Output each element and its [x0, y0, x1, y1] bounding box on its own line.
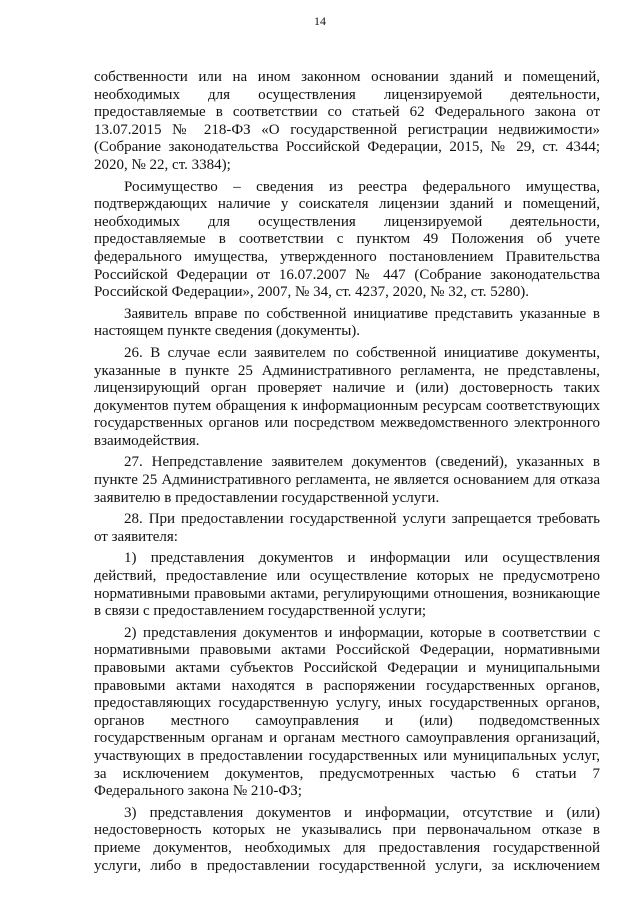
text-line: заявителю в предоставлении государственной услуги.: [94, 489, 440, 506]
text-line: участвующих в предоставлении государственных или муниципальных услуг,: [94, 747, 600, 764]
paragraph: [94, 454, 600, 507]
text-line: необходимых для осуществления лицензируемой деятельности,: [94, 86, 600, 103]
text-line: правовыми актами находятся в распоряжении государственных органов,: [94, 677, 600, 694]
text-line: 13.07.2015 № 218-ФЗ «О государственной регистрации недвижимости»: [94, 121, 600, 138]
text-line: настоящем пункте сведения (документы).: [94, 323, 361, 340]
text-line: необходимых для осуществления лицензируемой деятельности,: [94, 213, 600, 230]
text-line: Российской Федерации от 16.07.2007 № 447 (Собрание законодательства: [94, 266, 600, 283]
paragraph: [94, 179, 600, 302]
text-line: предоставляемые в соответствии со статьей 62 Федерального закона от: [94, 104, 600, 121]
paragraph: [94, 306, 600, 341]
text-line: услуги, либо в предоставлении государственной услуги, за исключением: [94, 857, 600, 874]
text-line: в связи с предоставлением государственной услуги;: [94, 603, 427, 620]
text-line: правовыми актами субъектов Российской Федерации и муниципальными: [94, 660, 600, 676]
text-line: документов путем обращения к информационным ресурсам соответствующих: [94, 397, 600, 414]
text-line: предоставляющих государственную услугу, иных государственных органов,: [94, 695, 600, 712]
text-line: пункте 25 Административного регламента, не является основанием для отказа: [94, 472, 600, 489]
text-line: органов местного самоуправления и (или) подведомственных: [94, 712, 600, 729]
text-line: государственных органов или посредством межведомственного электронного: [94, 415, 600, 432]
text-line: взаимодействия.: [94, 432, 200, 449]
text-line: федерального имущества, утвержденного постановлением Правительства: [94, 248, 600, 265]
text-line: предоставляемые в соответствии с пунктом 49 Положения об учете: [94, 231, 600, 248]
text-line: недостоверность которых не указывались при первоначальном отказе в: [94, 822, 600, 839]
text-line: нормативными правовыми актами, регулирующими отношения, возникающие: [94, 585, 600, 602]
text-line: 3) представления документов и информации, отсутствие и (или): [124, 804, 600, 821]
text-line: 26. В случае если заявителем по собственной инициативе документы,: [124, 344, 600, 361]
paragraph: [94, 805, 600, 875]
text-line: 2020, № 22, ст. 3384);: [94, 156, 231, 173]
text-line: 1) представления документов и информации или осуществления: [124, 550, 600, 567]
paragraph: [94, 511, 600, 546]
text-line: нормативными правовыми актами Российской Федерации, нормативными: [94, 642, 600, 659]
document-body: [94, 69, 600, 875]
paragraph: [94, 625, 600, 801]
text-line: Российской Федерации», 2007, № 34, ст. 4237, 2020, № 32, ст. 5280).: [94, 284, 530, 301]
text-line: лицензирующий орган проверяет наличие и (или) достоверность таких: [94, 380, 600, 397]
text-line: Росимущество – сведения из реестра федерального имущества,: [124, 178, 600, 195]
text-line: собственности или на ином законном основании зданий и помещений,: [94, 69, 600, 85]
text-line: 28. При предоставлении государственной услуги запрещается требовать: [124, 511, 600, 528]
paragraph: [94, 345, 600, 451]
paragraph: [94, 69, 600, 175]
text-line: 27. Непредставление заявителем документов (сведений), указанных в: [124, 454, 600, 471]
text-line: подтверждающих наличие у соискателя лицензии зданий и помещений,: [94, 196, 600, 213]
page-number: 14: [314, 14, 326, 28]
text-line: государственным органам и органам местного самоуправления организаций,: [94, 730, 600, 747]
text-line: Заявитель вправе по собственной инициативе представить указанные в: [124, 305, 600, 322]
text-line: указанные в пункте 25 Административного регламента, не представлены,: [94, 362, 600, 379]
text-line: от заявителя:: [94, 528, 178, 545]
paragraph: [94, 550, 600, 620]
text-line: (Собрание законодательства Российской Федерации, 2015, № 29, ст. 4344;: [94, 139, 600, 156]
text-line: действий, предоставление или осуществление которых не предусмотрено: [94, 568, 600, 585]
text-line: за исключением документов, предусмотренных частью 6 статьи 7: [94, 765, 600, 782]
text-line: Федерального закона № 210-ФЗ;: [94, 783, 302, 800]
text-line: 2) представления документов и информации, которые в соответствии с: [124, 624, 600, 641]
text-line: приеме документов, необходимых для предоставления государственной: [94, 839, 600, 856]
